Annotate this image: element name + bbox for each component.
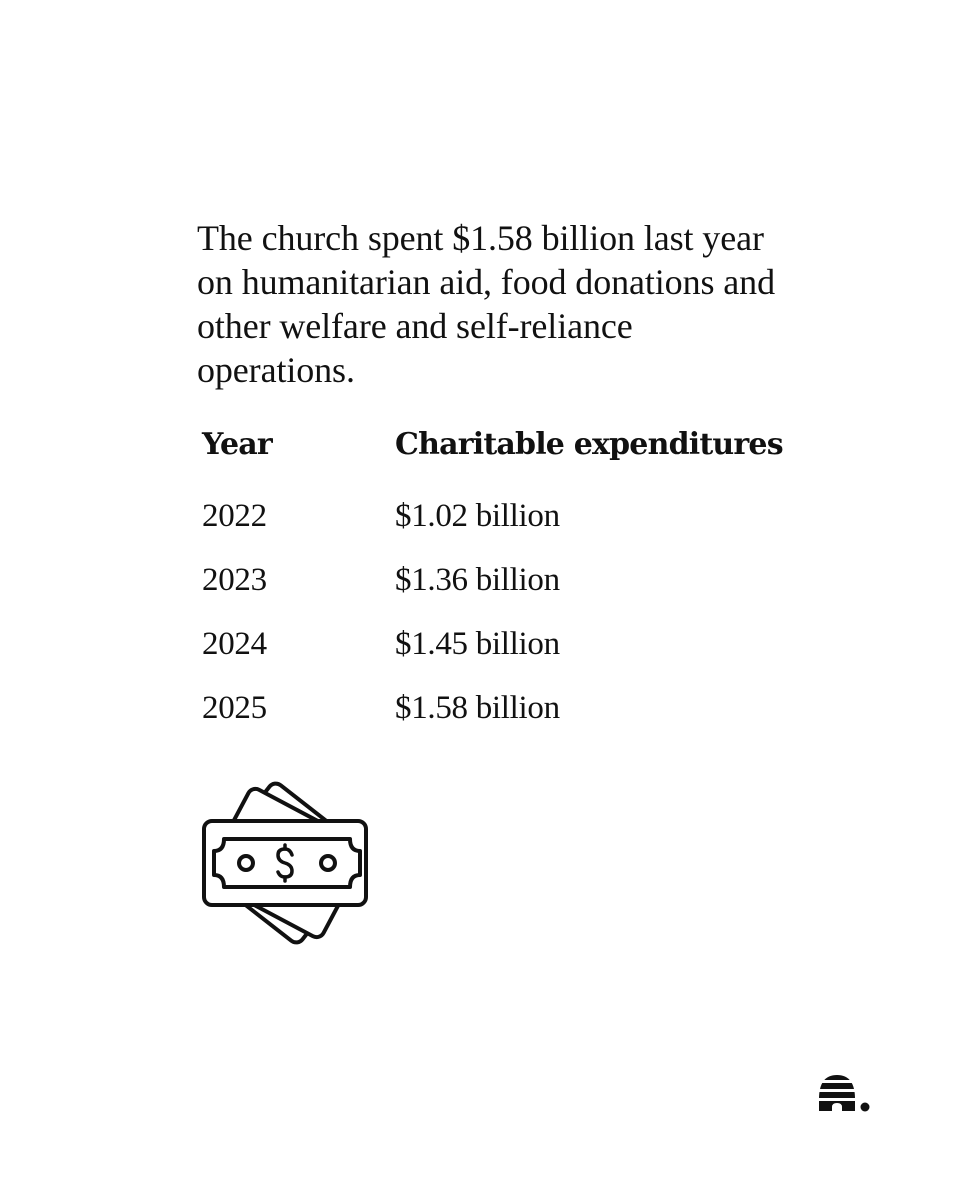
amount-cell: $1.36 billion [395, 561, 560, 598]
table-row [202, 548, 802, 612]
header-amount: Charitable expenditures [395, 426, 783, 462]
header-year: Year [202, 426, 272, 462]
beehive-logo-icon [817, 1073, 873, 1113]
amount-cell: $1.58 billion [395, 689, 560, 726]
amount-cell: $1.45 billion [395, 625, 560, 662]
money-bills-icon [196, 775, 376, 951]
table-header-row [202, 420, 802, 468]
year-cell: 2025 [202, 689, 267, 726]
year-cell: 2024 [202, 625, 267, 662]
expenditures-table [202, 420, 802, 740]
table-row [202, 612, 802, 676]
year-cell: 2023 [202, 561, 267, 598]
year-cell: 2022 [202, 497, 267, 534]
amount-cell: $1.02 billion [395, 497, 560, 534]
table-row [202, 676, 802, 740]
table-row [202, 484, 802, 548]
table-body [202, 484, 802, 740]
lede-paragraph: The church spent $1.58 billion last year on humanitarian aid, food donations and other welfare and self-reliance operations. [197, 218, 775, 390]
